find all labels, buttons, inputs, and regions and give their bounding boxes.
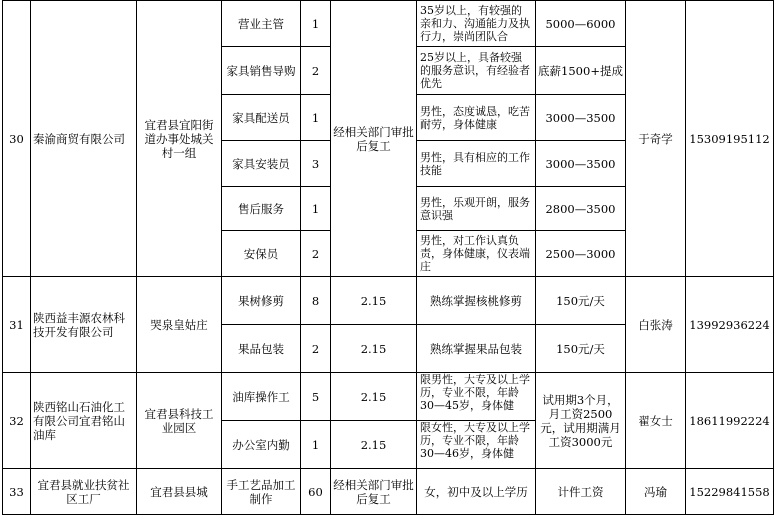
position-count: 3 [301, 141, 331, 187]
work-address: 宜君县宜阳街道办事处城关村一组 [137, 1, 222, 277]
job-requirement: 限男性，大专及以上学历，专业不限，年龄30—45岁，身体健 [417, 373, 536, 421]
position-title: 安保员 [222, 231, 301, 277]
job-requirement: 限女性，大专及以上学历，专业不限，年龄30—46岁，身体健 [417, 421, 536, 469]
work-address: 宜君县科技工业园区 [137, 373, 222, 469]
row-number: 33 [3, 469, 31, 515]
job-requirement: 熟练掌握核桃修剪 [417, 277, 536, 325]
position-count: 1 [301, 95, 331, 141]
position-title: 营业主管 [222, 1, 301, 47]
row-number: 30 [3, 1, 31, 277]
position-count: 1 [301, 1, 331, 47]
resume-work-date: 经相关部门审批后复工 [331, 469, 417, 515]
position-count: 2 [301, 47, 331, 95]
salary: 150元/天 [536, 325, 626, 373]
salary: 2500—3000 [536, 231, 626, 277]
position-count: 60 [301, 469, 331, 515]
salary: 2800—3500 [536, 187, 626, 231]
position-count: 2 [301, 325, 331, 373]
salary: 3000—3500 [536, 95, 626, 141]
contact-person: 于奇学 [626, 1, 686, 277]
position-title: 家具销售导购 [222, 47, 301, 95]
table-row [3, 277, 774, 325]
company-name: 宜君县就业扶贫社区工厂 [31, 469, 137, 515]
job-requirement: 男性，态度诚恳，吃苦耐劳，身体健康 [417, 95, 536, 141]
position-count: 1 [301, 187, 331, 231]
position-count: 8 [301, 277, 331, 325]
resume-work-date: 经相关部门审批后复工 [331, 1, 417, 277]
salary: 5000—6000 [536, 1, 626, 47]
job-requirement: 熟练掌握果品包装 [417, 325, 536, 373]
work-address: 哭泉皇姑庄 [137, 277, 222, 373]
position-title: 果树修剪 [222, 277, 301, 325]
job-requirement: 35岁以上，有较强的亲和力、沟通能力及执行力，崇尚团队合 [417, 1, 536, 47]
salary: 试用期3个月，月工资2500元，试用期满月工资3000元 [536, 373, 626, 469]
job-requirement: 女，初中及以上学历 [417, 469, 536, 515]
company-name: 陕西铭山石油化工有限公司宜君铭山油库 [31, 373, 137, 469]
contact-person: 白张涛 [626, 277, 686, 373]
table-row [3, 1, 774, 47]
contact-phone: 15309195112 [686, 1, 774, 277]
company-name: 秦渝商贸有限公司 [31, 1, 137, 277]
job-requirement: 25岁以上，具备较强的服务意识，有经验者优先 [417, 47, 536, 95]
row-number: 32 [3, 373, 31, 469]
contact-person: 翟女士 [626, 373, 686, 469]
table-row [3, 373, 774, 421]
position-title: 油库操作工 [222, 373, 301, 421]
position-count: 1 [301, 421, 331, 469]
contact-phone: 15229841558 [686, 469, 774, 515]
job-requirement: 男性，对工作认真负责，身体健康，仪表端庄 [417, 231, 536, 277]
position-title: 办公室内勤 [222, 421, 301, 469]
salary: 计件工资 [536, 469, 626, 515]
position-title: 家具配送员 [222, 95, 301, 141]
work-address: 宜君县县城 [137, 469, 222, 515]
job-requirement: 男性，乐观开朗，服务意识强 [417, 187, 536, 231]
contact-phone: 13992936224 [686, 277, 774, 373]
table-row [3, 469, 774, 515]
position-title: 手工艺品加工制作 [222, 469, 301, 515]
contact-phone: 18611992224 [686, 373, 774, 469]
resume-work-date: 2.15 [331, 325, 417, 373]
job-listing-table [2, 0, 774, 515]
position-count: 2 [301, 231, 331, 277]
resume-work-date: 2.15 [331, 373, 417, 421]
company-name: 陕西益丰源农林科技开发有限公司 [31, 277, 137, 373]
salary: 3000—3500 [536, 141, 626, 187]
resume-work-date: 2.15 [331, 421, 417, 469]
job-requirement: 男性，具有相应的工作技能 [417, 141, 536, 187]
resume-work-date: 2.15 [331, 277, 417, 325]
position-title: 家具安装员 [222, 141, 301, 187]
salary: 底薪1500+提成 [536, 47, 626, 95]
salary: 150元/天 [536, 277, 626, 325]
contact-person: 冯瑜 [626, 469, 686, 515]
position-title: 果品包装 [222, 325, 301, 373]
position-title: 售后服务 [222, 187, 301, 231]
row-number: 31 [3, 277, 31, 373]
position-count: 5 [301, 373, 331, 421]
